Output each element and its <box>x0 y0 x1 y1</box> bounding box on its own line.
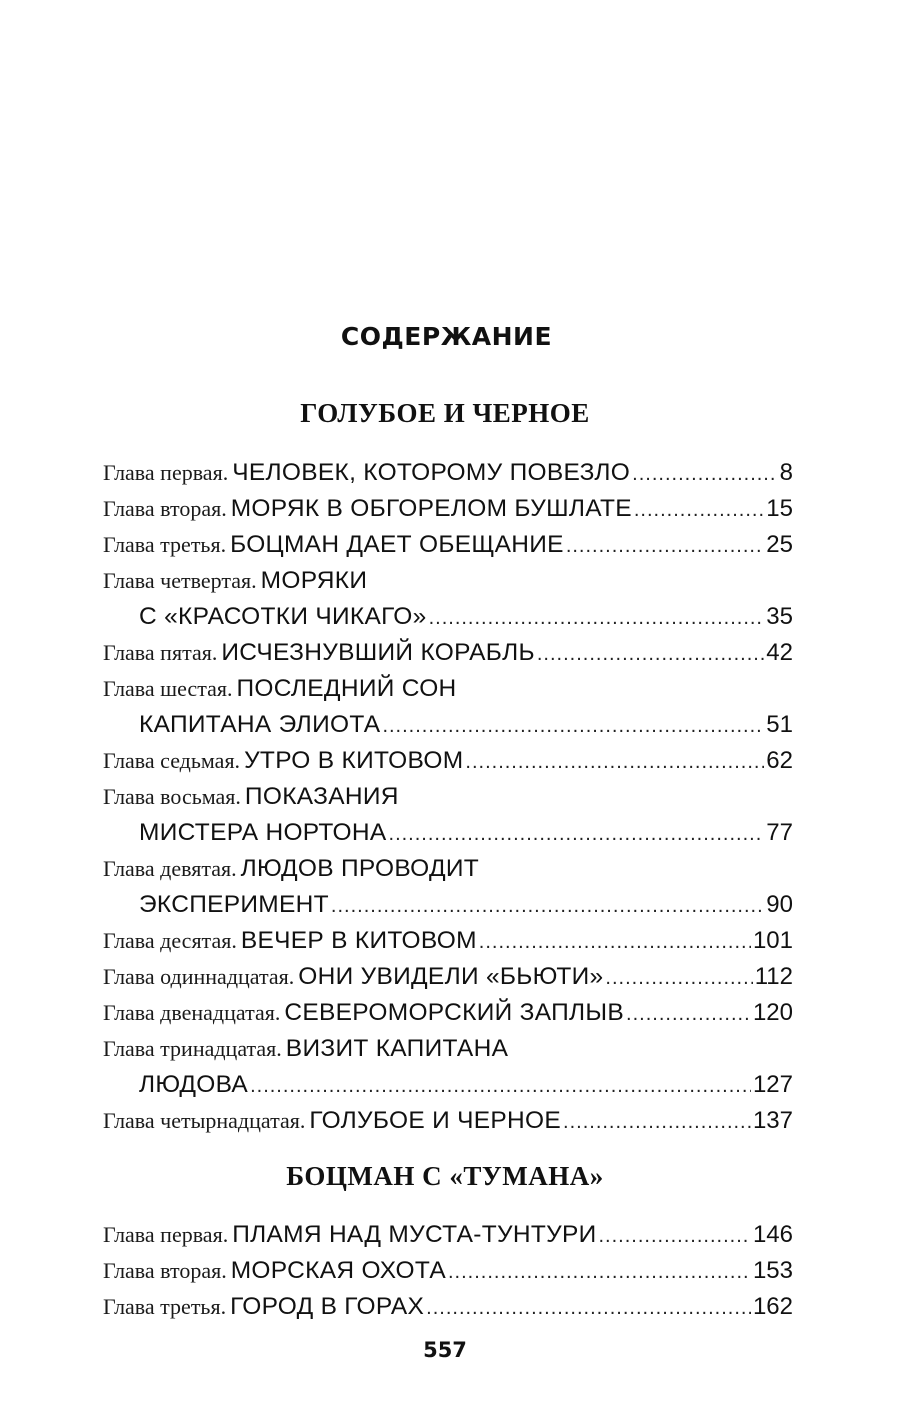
toc-entry-line <box>103 779 793 815</box>
chapter-page-number: 146 <box>752 1221 793 1248</box>
chapter-page-number: 62 <box>766 747 793 774</box>
chapter-page-number: 25 <box>766 531 793 558</box>
chapter-title: ОНИ УВИДЕЛИ «БЬЮТИ» <box>298 963 604 990</box>
chapter-number: Глава третья. <box>103 532 227 557</box>
chapter-page-number: 162 <box>752 1293 793 1320</box>
chapter-number: Глава седьмая. <box>103 748 241 773</box>
chapter-page-number: 101 <box>752 927 793 954</box>
part-title: ГОЛУБОЕ И ЧЕРНОЕ <box>300 398 590 428</box>
chapter-number: Глава первая. <box>103 1222 229 1247</box>
dot-leader <box>537 636 764 672</box>
chapter-title: ВЕЧЕР В КИТОВОМ <box>240 927 477 954</box>
chapter-title: ЛЮДОВА <box>139 1071 249 1098</box>
chapter-number: Глава вторая. <box>103 496 227 521</box>
dot-leader <box>331 888 764 924</box>
chapter-title: ГОРОД В ГОРАХ <box>230 1293 425 1320</box>
toc-entry-line <box>103 1253 793 1289</box>
dot-leader <box>632 456 777 492</box>
chapter-number: Глава вторая. <box>103 1258 227 1283</box>
toc-entry <box>103 995 793 1031</box>
toc-entry <box>103 743 793 779</box>
toc-entry-line <box>103 491 793 527</box>
toc-entry <box>103 455 793 491</box>
toc-entry <box>103 527 793 563</box>
chapter-title: МОРЯК В ОБГОРЕЛОМ БУШЛАТЕ <box>230 495 632 522</box>
chapter-title: ИСЧЕЗНУВШИЙ КОРАБЛЬ <box>221 639 535 666</box>
dot-leader <box>566 528 764 564</box>
contents-heading: СОДЕРЖАНИЕ <box>340 322 553 351</box>
chapter-page-number: 127 <box>752 1071 793 1098</box>
chapter-number: Глава четырнадцатая. <box>103 1108 306 1133</box>
dot-leader <box>429 600 765 636</box>
chapter-title: ПОКАЗАНИЯ <box>244 783 399 810</box>
chapter-page-number: 35 <box>766 603 793 630</box>
toc-entry <box>103 1289 793 1325</box>
chapter-title: ПОСЛЕДНИЙ СОН <box>236 675 457 702</box>
chapter-title: МОРСКАЯ ОХОТА <box>230 1257 446 1284</box>
toc-entry-line <box>103 635 793 671</box>
toc-entry-line <box>103 743 793 779</box>
chapter-number: Глава тринадцатая. <box>103 1036 282 1061</box>
chapter-title: ПЛАМЯ НАД МУСТА-ТУНТУРИ <box>232 1221 597 1248</box>
chapter-title: МОРЯКИ <box>260 567 368 594</box>
chapter-title: ЧЕЛОВЕК, КОТОРОМУ ПОВЕЗЛО <box>232 459 631 486</box>
chapter-title: СЕВЕРОМОРСКИЙ ЗАПЛЫВ <box>284 999 625 1026</box>
toc-entry <box>103 671 793 743</box>
chapter-title: БОЦМАН ДАЕТ ОБЕЩАНИЕ <box>230 531 564 558</box>
toc-entry <box>103 1253 793 1289</box>
toc-entry-line <box>103 887 793 923</box>
toc-entry-line <box>103 1217 793 1253</box>
chapter-number: Глава одиннадцатая. <box>103 964 295 989</box>
toc-entry-line <box>103 671 793 707</box>
dot-leader <box>626 996 751 1032</box>
dot-leader <box>599 1218 751 1254</box>
dot-leader <box>479 924 751 960</box>
toc-entry-line <box>103 599 793 635</box>
chapter-title: КАПИТАНА ЭЛИОТА <box>139 711 381 738</box>
chapter-title: С «КРАСОТКИ ЧИКАГО» <box>139 603 427 630</box>
toc-entry <box>103 923 793 959</box>
toc-entry-line <box>103 995 793 1031</box>
chapter-number: Глава пятая. <box>103 640 218 665</box>
toc-entry <box>103 779 793 851</box>
toc-entry-line <box>103 1031 793 1067</box>
page-number: 557 <box>423 1338 467 1362</box>
toc-entry <box>103 1031 793 1103</box>
toc-entry <box>103 563 793 635</box>
dot-leader <box>382 708 764 744</box>
toc-list <box>103 455 793 1139</box>
toc-entry-line <box>103 923 793 959</box>
chapter-number: Глава десятая. <box>103 928 237 953</box>
toc-entry-line <box>103 527 793 563</box>
dot-leader <box>448 1254 751 1290</box>
toc-entry-line <box>103 455 793 491</box>
chapter-page-number: 42 <box>766 639 793 666</box>
toc-entry <box>103 491 793 527</box>
chapter-title: ЛЮДОВ ПРОВОДИТ <box>240 855 480 882</box>
chapter-page-number: 51 <box>766 711 793 738</box>
chapter-title: ЭКСПЕРИМЕНТ <box>139 891 329 918</box>
chapter-title: ГОЛУБОЕ И ЧЕРНОЕ <box>309 1107 562 1134</box>
toc-entry-line <box>103 1067 793 1103</box>
chapter-title: МИСТЕРА НОРТОНА <box>139 819 387 846</box>
chapter-number: Глава четвертая. <box>103 568 257 593</box>
dot-leader <box>250 1068 751 1104</box>
toc-entry-line <box>103 959 793 995</box>
dot-leader <box>605 960 752 996</box>
toc-entry-line <box>103 563 793 599</box>
toc-entry <box>103 1103 793 1139</box>
toc-entry <box>103 1217 793 1253</box>
chapter-number: Глава двенадцатая. <box>103 1000 281 1025</box>
dot-leader <box>465 744 764 780</box>
toc-entry-line <box>103 815 793 851</box>
dot-leader <box>563 1104 751 1140</box>
toc-entry-line <box>103 1289 793 1325</box>
chapter-page-number: 137 <box>752 1107 793 1134</box>
chapter-number: Глава девятая. <box>103 856 237 881</box>
chapter-page-number: 77 <box>766 819 793 846</box>
dot-leader <box>389 816 765 852</box>
toc-entry <box>103 851 793 923</box>
chapter-title: ВИЗИТ КАПИТАНА <box>285 1035 509 1062</box>
chapter-page-number: 90 <box>766 891 793 918</box>
dot-leader <box>634 492 764 528</box>
chapter-number: Глава первая. <box>103 460 229 485</box>
toc-entry-line <box>103 707 793 743</box>
chapter-page-number: 120 <box>752 999 793 1026</box>
toc-entry-line <box>103 1103 793 1139</box>
toc-list <box>103 1217 793 1325</box>
toc-entry <box>103 959 793 995</box>
chapter-page-number: 15 <box>766 495 793 522</box>
dot-leader <box>426 1290 751 1326</box>
chapter-title: УТРО В КИТОВОМ <box>244 747 464 774</box>
chapter-number: Глава восьмая. <box>103 784 241 809</box>
toc-entry <box>103 635 793 671</box>
chapter-page-number: 8 <box>779 459 793 486</box>
part-title: БОЦМАН С «ТУМАНА» <box>286 1161 604 1191</box>
chapter-number: Глава шестая. <box>103 676 233 701</box>
chapter-page-number: 153 <box>752 1257 793 1284</box>
chapter-page-number: 112 <box>754 963 793 990</box>
chapter-number: Глава третья. <box>103 1294 227 1319</box>
toc-entry-line <box>103 851 793 887</box>
